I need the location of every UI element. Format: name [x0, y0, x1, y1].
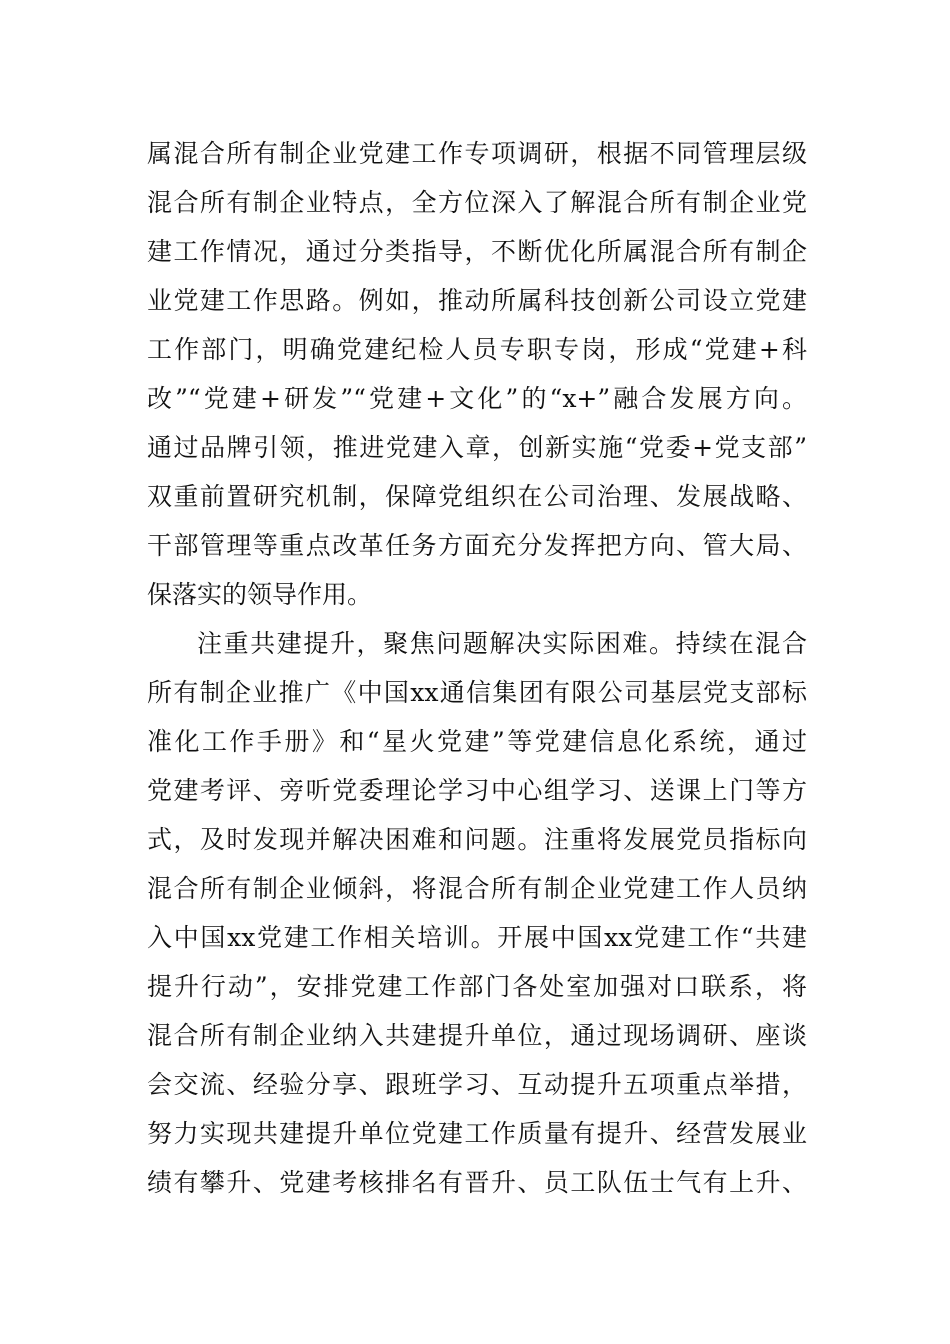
text-line: 改”“党建+研发”“党建+文化”的“x+”融合发展方向。 [147, 384, 807, 413]
text-line: 绩有攀升、党建考核排名有晋升、员工队伍士气有上升、 [147, 1168, 807, 1197]
text-line: 式，及时发现并解决困难和问题。注重将发展党员指标向 [147, 825, 807, 854]
text-line: 努力实现共建提升单位党建工作质量有提升、经营发展业 [147, 1119, 807, 1148]
text-line: 入中国xx党建工作相关培训。开展中国xx党建工作“共建 [147, 923, 807, 952]
text-line: 建工作情况，通过分类指导，不断优化所属混合所有制企 [147, 237, 807, 266]
text-line: 双重前置研究机制，保障党组织在公司治理、发展战略、 [147, 482, 807, 511]
text-line: 干部管理等重点改革任务方面充分发挥把方向、管大局、 [147, 531, 807, 560]
text-line: 准化工作手册》和“星火党建”等党建信息化系统，通过 [147, 727, 807, 756]
text-line: 所有制企业推广《中国xx通信集团有限公司基层党支部标 [147, 678, 807, 707]
text-line: 混合所有制企业特点，全方位深入了解混合所有制企业党 [147, 188, 807, 217]
text-line: 党建考评、旁听党委理论学习中心组学习、送课上门等方 [147, 776, 807, 805]
text-line: 保落实的领导作用。 [147, 580, 373, 609]
paragraph-first-line: 注重共建提升，聚焦问题解决实际困难。持续在混合 [197, 629, 807, 658]
text-line: 属混合所有制企业党建工作专项调研，根据不同管理层级 [147, 139, 807, 168]
text-line: 混合所有制企业倾斜，将混合所有制企业党建工作人员纳 [147, 874, 807, 903]
text-line: 业党建工作思路。例如，推动所属科技创新公司设立党建 [147, 286, 807, 315]
text-line: 提升行动”，安排党建工作部门各处室加强对口联系，将 [147, 972, 807, 1001]
text-line: 会交流、经验分享、跟班学习、互动提升五项重点举措， [147, 1070, 807, 1099]
text-line: 混合所有制企业纳入共建提升单位，通过现场调研、座谈 [147, 1021, 807, 1050]
text-line: 通过品牌引领，推进党建入章，创新实施“党委+党支部” [147, 433, 807, 462]
text-line: 工作部门，明确党建纪检人员专职专岗，形成“党建+科 [147, 335, 807, 364]
